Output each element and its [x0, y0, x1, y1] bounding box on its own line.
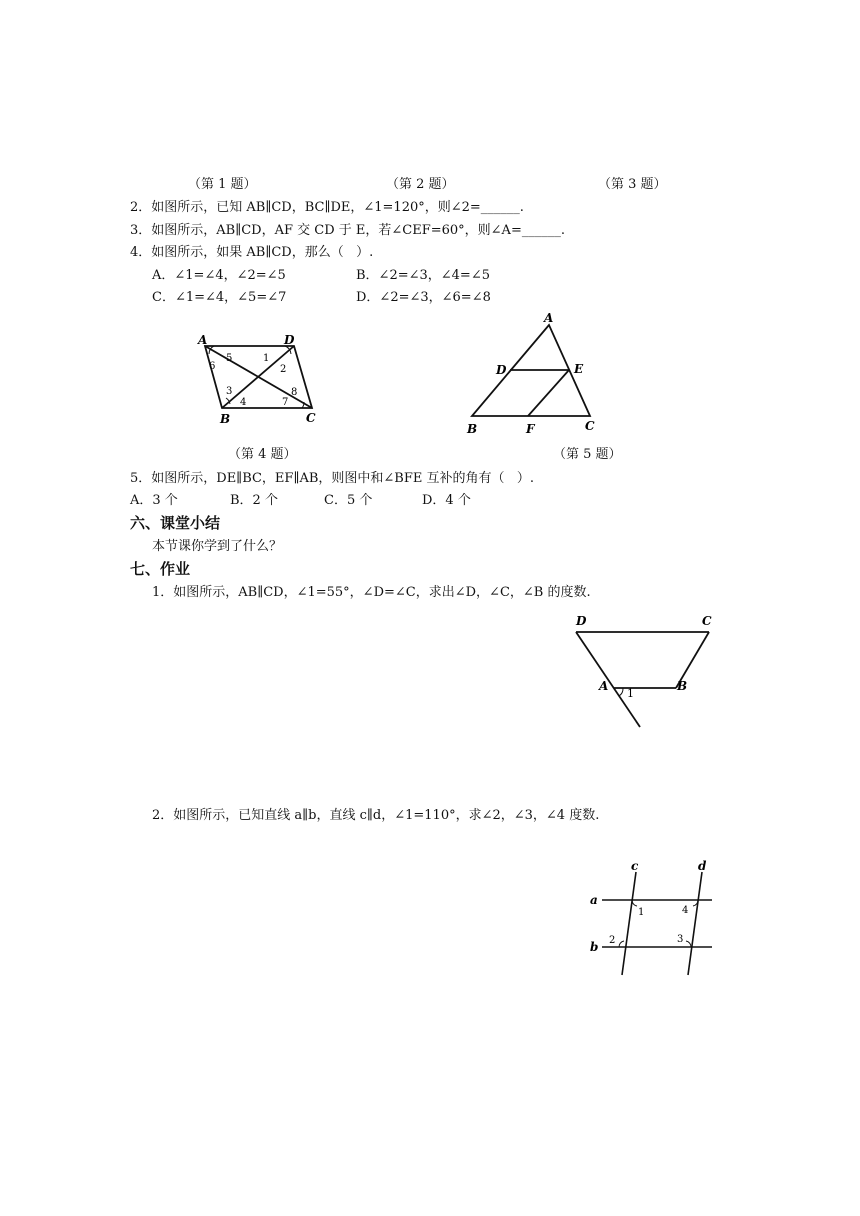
fig4-angle-3: 3 — [226, 386, 233, 397]
caption-q1: （第 1 题） — [188, 177, 257, 192]
question-2: 2．如图所示，已知 AB∥CD，BC∥DE，∠1=120°，则∠2=______. — [130, 200, 524, 215]
q4-option-b: B．∠2=∠3，∠4=∠5 — [356, 268, 490, 283]
hw2-label-a: a — [590, 893, 598, 907]
hw2-label-c: c — [631, 859, 639, 873]
question-5: 5．如图所示，DE∥BC，EF∥AB，则图中和∠BFE 互补的角有（ ）. — [130, 471, 535, 486]
q5-option-a: A．3 个 — [130, 493, 178, 508]
section-7-heading: 七、作业 — [130, 560, 191, 578]
fig4-label-c: C — [306, 411, 316, 425]
fig4-angle-5: 5 — [226, 353, 233, 364]
question-3: 3．如图所示，AB∥CD，AF 交 CD 于 E，若∠CEF=60°，则∠A=______. — [130, 223, 565, 238]
q4-option-a: A．∠1=∠4，∠2=∠5 — [152, 268, 286, 283]
fig4-label-b: B — [220, 412, 231, 426]
fig5-label-c: C — [585, 419, 595, 433]
hw2-label-b: b — [590, 940, 599, 954]
fig4-label-a: A — [198, 333, 208, 347]
q4-option-d: D．∠2=∠3，∠6=∠8 — [356, 290, 491, 305]
hw2-angle-3: 3 — [677, 934, 684, 945]
hw2-angle-4: 4 — [682, 905, 689, 916]
caption-q4: （第 4 题） — [228, 447, 297, 462]
caption-q3: （第 3 题） — [598, 177, 667, 192]
caption-q5: （第 5 题） — [553, 447, 622, 462]
fig5-label-d: D — [496, 363, 507, 377]
fig4-angle-7: 7 — [282, 397, 289, 408]
fig4-angle-4: 4 — [240, 397, 247, 408]
hw2-angle-2: 2 — [609, 935, 616, 946]
hw1-label-a: A — [599, 679, 609, 693]
fig5-label-a: A — [544, 311, 554, 325]
fig4-angle-6: 6 — [209, 361, 216, 372]
q5-option-c: C．5 个 — [324, 493, 373, 508]
section-6-text: 本节课你学到了什么？ — [152, 539, 283, 554]
hw2-label-d: d — [698, 859, 707, 873]
hw1-label-d: D — [576, 614, 587, 628]
q4-option-c: C．∠1=∠4，∠5=∠7 — [152, 290, 287, 305]
hw2-angle-1: 1 — [638, 907, 645, 918]
fig4-angle-1: 1 — [263, 353, 270, 364]
hw1-angle-1: 1 — [627, 687, 634, 700]
question-4: 4．如图所示，如果 AB∥CD，那么（ ）. — [130, 245, 374, 260]
homework-2: 2．如图所示，已知直线 a∥b，直线 c∥d，∠1=110°，求∠2，∠3，∠4 度数. — [152, 808, 600, 823]
hw1-label-c: C — [702, 614, 712, 628]
caption-q2: （第 2 题） — [386, 177, 455, 192]
fig4-label-d: D — [284, 333, 295, 347]
fig4-angle-2: 2 — [280, 364, 287, 375]
fig5-label-b: B — [467, 422, 478, 436]
fig5-label-f: F — [526, 422, 535, 436]
section-6-heading: 六、课堂小结 — [130, 514, 221, 532]
q5-option-d: D．4 个 — [422, 493, 471, 508]
q5-option-b: B．2 个 — [230, 493, 278, 508]
hw1-label-b: B — [677, 679, 688, 693]
fig4-angle-8: 8 — [291, 387, 298, 398]
homework-1: 1．如图所示，AB∥CD，∠1=55°，∠D=∠C，求出∠D，∠C，∠B 的度数. — [152, 585, 591, 600]
fig5-label-e: E — [574, 362, 584, 376]
